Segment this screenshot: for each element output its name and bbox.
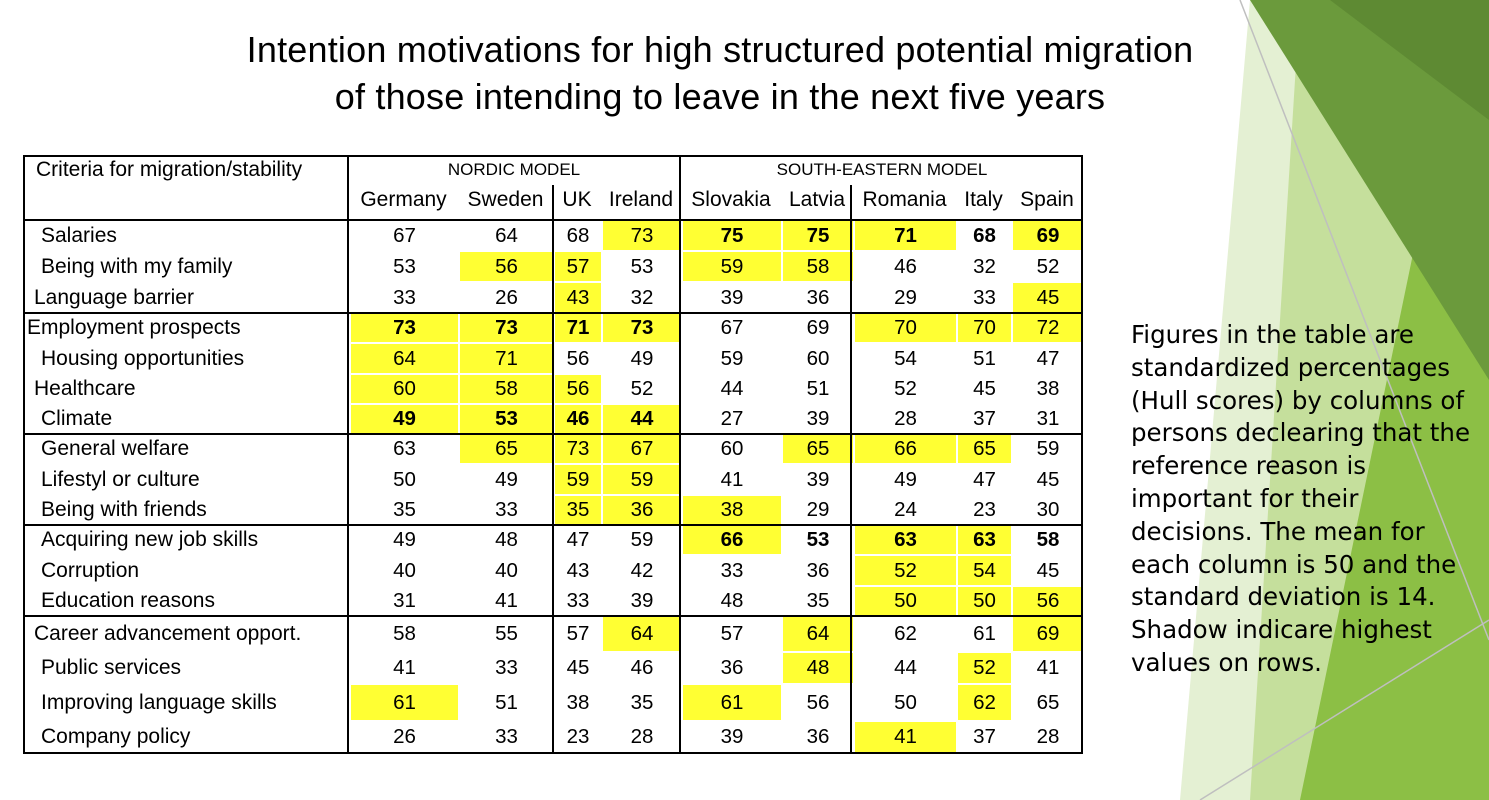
table-cell: 36 (603, 496, 681, 524)
table-cell: 49 (495, 467, 518, 491)
table-cell: 73 (555, 435, 601, 463)
row-label: Public services (41, 656, 182, 679)
table-cell: 36 (720, 656, 744, 679)
table-cell: 30 (1036, 498, 1060, 521)
table-cell: 39 (720, 285, 744, 309)
row-label: Corruption (41, 558, 140, 582)
table-cell: 53 (393, 254, 416, 278)
table-cell: 26 (495, 285, 518, 309)
table-rule (23, 155, 1083, 157)
table-cell: 45 (1013, 283, 1083, 312)
table-cell: 38 (683, 496, 781, 524)
table-cell: 61 (973, 622, 996, 645)
table-cell: 65 (958, 435, 1011, 463)
table-cell: 63 (958, 526, 1011, 554)
table-cell: 60 (720, 437, 744, 460)
row-label: Salaries (41, 223, 117, 247)
row-label: Education reasons (41, 589, 215, 612)
table-cell: 41 (393, 656, 416, 679)
table-column-rule (850, 185, 852, 753)
table-cell: 38 (1036, 377, 1060, 400)
table-cell: 58 (783, 252, 853, 281)
table-cell: 61 (351, 685, 458, 720)
table-cell: 35 (630, 690, 654, 714)
table-cell: 47 (566, 528, 590, 551)
table-cell: 55 (495, 622, 518, 645)
table-cell: 62 (894, 622, 917, 645)
table-cell: 49 (393, 528, 416, 551)
column-header-germany: Germany (360, 188, 447, 211)
table-cell: 62 (958, 685, 1011, 720)
table-cell: 73 (603, 221, 681, 250)
table-cell: 47 (973, 467, 996, 491)
table-cell: 71 (555, 314, 601, 342)
table-cell: 28 (1036, 725, 1060, 748)
column-header-uk: UK (562, 188, 592, 211)
table-cell: 61 (683, 685, 781, 720)
table-column-rule (23, 155, 25, 753)
table-cell: 39 (720, 725, 744, 748)
table-cell: 53 (630, 254, 654, 278)
table-cell: 51 (973, 346, 996, 370)
row-label: Improving language skills (41, 690, 277, 714)
table-cell: 39 (806, 467, 830, 491)
column-header-slovakia: Slovakia (691, 188, 771, 211)
table-cell: 71 (855, 221, 956, 250)
table-cell: 46 (555, 405, 601, 433)
table-cell: 60 (351, 375, 458, 403)
table-cell: 70 (855, 314, 956, 342)
table-cell: 64 (783, 617, 853, 651)
table-cell: 66 (683, 526, 781, 554)
group-header-rule (347, 219, 1083, 221)
table-cell: 52 (855, 556, 956, 585)
table-cell: 50 (855, 587, 956, 615)
table-cell: 63 (393, 437, 416, 460)
table-cell: 50 (958, 587, 1011, 615)
table-cell: 64 (603, 617, 681, 651)
table-cell: 37 (973, 725, 996, 748)
table-cell: 65 (783, 435, 853, 463)
table-cell: 38 (566, 690, 590, 714)
table-cell: 73 (460, 314, 553, 342)
table-cell: 36 (806, 725, 830, 748)
table-cell: 68 (973, 223, 996, 247)
table-cell: 54 (958, 556, 1011, 585)
title-line-1: Intention motivations for high structured potential migration (246, 29, 1194, 70)
table-cell: 75 (683, 221, 781, 250)
table-column-rule (679, 155, 681, 753)
table-cell: 59 (1036, 437, 1060, 460)
table-cell: 46 (894, 254, 917, 278)
group-header-south-eastern: SOUTH-EASTERN MODEL (776, 160, 988, 179)
table-cell: 46 (630, 656, 654, 679)
criteria-header: Criteria for migration/stability (36, 158, 303, 181)
table-cell: 67 (603, 435, 681, 463)
table-cell: 44 (894, 656, 917, 679)
table-cell: 31 (393, 589, 416, 612)
table-cell: 48 (783, 653, 853, 683)
row-label: Being with my family (41, 254, 233, 278)
column-header-latvia: Latvia (788, 188, 846, 211)
table-cell: 35 (555, 496, 601, 524)
row-label: Housing opportunities (41, 346, 245, 370)
table-cell: 29 (894, 285, 917, 309)
table-cell: 43 (555, 283, 601, 312)
table-cell: 47 (1036, 346, 1060, 370)
row-label: Career advancement opport. (34, 622, 302, 645)
table-cell: 28 (630, 725, 654, 748)
table-cell: 69 (1013, 617, 1083, 651)
table-cell: 31 (1036, 407, 1060, 430)
table-cell: 56 (555, 375, 601, 403)
table-cell: 67 (393, 223, 416, 247)
table-cell: 50 (894, 690, 917, 714)
table-cell: 45 (1036, 467, 1060, 491)
row-label: Lifestyl or culture (41, 467, 200, 491)
table-cell: 40 (393, 558, 416, 582)
row-label: Climate (41, 407, 113, 430)
table-cell: 33 (973, 285, 996, 309)
table-cell: 68 (566, 223, 590, 247)
table-cell: 75 (783, 221, 853, 250)
table-cell: 63 (855, 526, 956, 554)
table-cell: 33 (495, 498, 518, 521)
table-cell: 40 (495, 558, 518, 582)
table-cell: 59 (720, 346, 744, 370)
table-cell: 28 (894, 407, 917, 430)
table-cell: 36 (806, 285, 830, 309)
table-cell: 49 (894, 467, 917, 491)
table-cell: 26 (393, 725, 416, 748)
table-cell: 35 (393, 498, 416, 521)
table-cell: 27 (720, 407, 744, 430)
column-header-ireland: Ireland (608, 188, 674, 211)
table-cell: 50 (393, 467, 416, 491)
table-cell: 56 (460, 252, 553, 281)
table-cell: 32 (630, 285, 654, 309)
table-cell: 49 (351, 405, 458, 433)
table-cell: 64 (351, 344, 458, 373)
table-cell: 54 (894, 346, 917, 370)
table-cell: 48 (720, 589, 744, 612)
row-label: Being with friends (41, 498, 207, 521)
table-cell: 57 (566, 622, 590, 645)
column-header-sweden: Sweden (467, 188, 544, 211)
table-cell: 52 (1036, 254, 1060, 278)
table-cell: 43 (566, 558, 590, 582)
table-cell: 59 (555, 465, 601, 494)
table-cell: 56 (806, 690, 830, 714)
row-label: Language barrier (34, 285, 194, 309)
table-cell: 42 (630, 558, 654, 582)
table-cell: 35 (806, 589, 830, 612)
table-cell: 53 (460, 405, 553, 433)
table-cell: 36 (806, 558, 830, 582)
table-cell: 44 (603, 405, 681, 433)
row-label: Acquiring new job skills (41, 528, 259, 551)
table-cell: 58 (460, 375, 553, 403)
table-cell: 39 (806, 407, 830, 430)
table-cell: 64 (495, 223, 518, 247)
table-cell: 57 (720, 622, 744, 645)
title-line-2: of those intending to leave in the next five years (334, 76, 1106, 117)
table-cell: 58 (1036, 528, 1060, 551)
table-explanation-note: Figures in the table are standardized percentages (Hull scores) by columns of persons declearing that the reference reason is important for their decisions. The mean for each column is 50 and the standard deviation is 14. Shadow indicare highest values on rows. (1131, 320, 1471, 677)
table-cell: 66 (855, 435, 956, 463)
table-cell: 44 (720, 377, 744, 400)
table-cell: 60 (806, 346, 830, 370)
table-cell: 52 (958, 653, 1011, 683)
row-label: Employment prospects (27, 316, 241, 339)
table-cell: 65 (460, 435, 553, 463)
column-header-romania: Romania (862, 188, 947, 211)
table-cell: 70 (958, 314, 1011, 342)
table-cell: 33 (720, 558, 744, 582)
group-header-nordic: NORDIC MODEL (447, 160, 581, 179)
table-cell: 29 (806, 498, 830, 521)
row-label: Company policy (41, 725, 191, 748)
table-cell: 51 (495, 690, 518, 714)
row-label: Healthcare (34, 377, 136, 400)
table-column-rule (347, 155, 349, 753)
table-cell: 45 (1036, 558, 1060, 582)
table-cell: 37 (973, 407, 996, 430)
table-cell: 67 (720, 316, 744, 339)
table-cell: 65 (1036, 690, 1060, 714)
table-cell: 24 (894, 498, 917, 521)
table-cell: 33 (393, 285, 416, 309)
table-cell: 52 (630, 377, 654, 400)
table-cell: 72 (1013, 314, 1083, 342)
table-cell: 69 (1013, 221, 1083, 250)
table-cell: 52 (894, 377, 917, 400)
table-cell: 71 (460, 344, 553, 373)
table-cell: 51 (806, 377, 830, 400)
table-cell: 48 (495, 528, 518, 551)
table-cell: 41 (495, 589, 518, 612)
table-cell: 53 (806, 528, 830, 551)
column-header-spain: Spain (1020, 188, 1074, 211)
table-cell: 49 (630, 346, 654, 370)
table-cell: 59 (683, 252, 781, 281)
table-column-rule (1081, 155, 1083, 753)
table-cell: 59 (603, 465, 681, 494)
table-cell: 33 (495, 725, 518, 748)
table-cell: 39 (630, 589, 654, 612)
table-cell: 73 (603, 314, 681, 342)
table-cell: 23 (973, 498, 996, 521)
table-cell: 59 (630, 528, 654, 551)
table-cell: 45 (973, 377, 996, 400)
table-cell: 23 (566, 725, 590, 748)
table-cell: 58 (393, 622, 416, 645)
column-header-italy: Italy (964, 188, 1003, 211)
table-cell: 73 (351, 314, 458, 342)
slide-title (100, 26, 1340, 120)
table-cell: 32 (973, 254, 996, 278)
table-cell: 33 (495, 656, 518, 679)
table-cell: 41 (855, 722, 956, 752)
row-label: General welfare (41, 437, 190, 460)
table-cell: 33 (566, 589, 590, 612)
table-cell: 41 (1036, 656, 1060, 679)
table-column-rule (552, 185, 554, 753)
migration-criteria-table (23, 155, 1083, 753)
table-cell: 56 (566, 346, 590, 370)
table-cell: 45 (566, 656, 590, 679)
table-cell: 41 (720, 467, 744, 491)
table-cell: 69 (806, 316, 830, 339)
table-cell: 56 (1013, 587, 1083, 615)
table-cell: 57 (555, 252, 601, 281)
